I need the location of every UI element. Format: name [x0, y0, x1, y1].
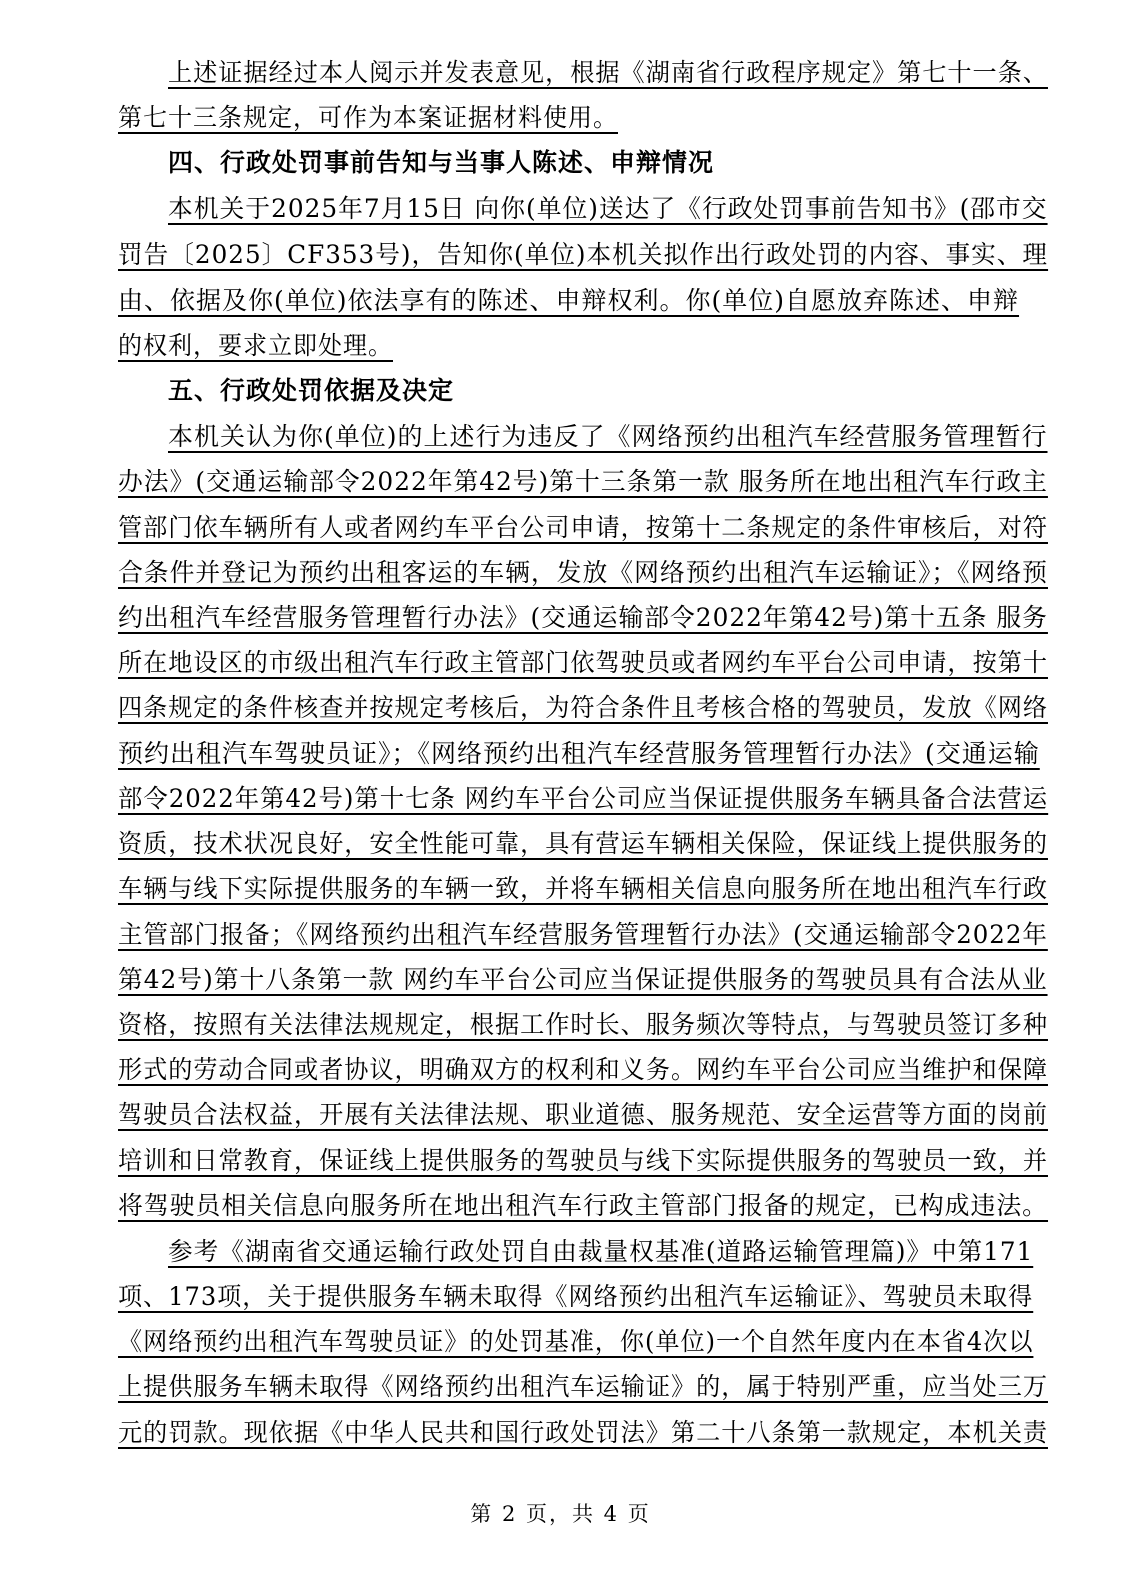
paragraph-line: 驾驶员合法权益，开展有关法律法规、职业道德、服务规范、安全运营等方面的岗前: [118, 1100, 1048, 1129]
paragraph-line: 合条件并登记为预约出租客运的车辆，发放《网络预约出租汽车运输证》；《网络预: [118, 558, 1048, 587]
paragraph-line: 第七十三条规定，可作为本案证据材料使用。: [118, 103, 618, 132]
paragraph-line: 主管部门报备；《网络预约出租汽车经营服务管理暂行办法》(交通运输部令2022年: [118, 920, 1048, 949]
paragraph-line: 项、173项，关于提供服务车辆未取得《网络预约出租汽车运输证》、驾驶员未取得: [118, 1282, 1034, 1311]
paragraph-line: 本机关于2025年7月15日 向你(单位)送达了《行政处罚事前告知书》(邵市交: [168, 194, 1048, 223]
paragraph-line: 培训和日常教育，保证线上提供服务的驾驶员与线下实际提供服务的驾驶员一致，并: [118, 1146, 1048, 1175]
paragraph-line: 部令2022年第42号)第十七条 网约车平台公司应当保证提供服务车辆具备合法营运: [118, 784, 1049, 813]
paragraph-line: 车辆与线下实际提供服务的车辆一致，并将车辆相关信息向服务所在地出租汽车行政: [118, 874, 1048, 903]
paragraph-line: 《网络预约出租汽车驾驶员证》的处罚基准，你(单位)一个自然年度内在本省4次以: [118, 1327, 1034, 1356]
paragraph-line: 四条规定的条件核查并按规定考核后，为符合条件且考核合格的驾驶员，发放《网络: [118, 693, 1048, 722]
paragraph-line: 所在地设区的市级出租汽车行政主管部门依驾驶员或者网约车平台公司申请，按第十: [118, 648, 1048, 677]
paragraph-line: 办法》(交通运输部令2022年第42号)第十三条第一款 服务所在地出租汽车行政主: [118, 467, 1048, 496]
paragraph-line: 的权利，要求立即处理。: [118, 331, 394, 360]
paragraph-line: 参考《湖南省交通运输行政处罚自由裁量权基准(道路运输管理篇)》中第171: [168, 1237, 1034, 1266]
paragraph-line: 资格，按照有关法律法规规定，根据工作时长、服务频次等特点，与驾驶员签订多种: [118, 1010, 1048, 1039]
paragraph-line: 将驾驶员相关信息向服务所在地出租汽车行政主管部门报备的规定，已构成违法。: [118, 1191, 1049, 1220]
paragraph-line: 罚告〔2025〕CF353号)，告知你(单位)本机关拟作出行政处罚的内容、事实、理: [118, 240, 1049, 269]
paragraph-line: 预约出租汽车驾驶员证》；《网络预约出租汽车经营服务管理暂行办法》(交通运输: [118, 739, 1040, 768]
paragraph-line: 上述证据经过本人阅示并发表意见，根据《湖南省行政程序规定》第七十一条、: [168, 58, 1048, 87]
paragraph-line: 约出租汽车经营服务管理暂行办法》(交通运输部令2022年第42号)第十五条 服务: [118, 603, 1048, 632]
paragraph-line: 元的罚款。现依据《中华人民共和国行政处罚法》第二十八条第一款规定，本机关责: [118, 1418, 1048, 1447]
paragraph-line: 上提供服务车辆未取得《网络预约出租汽车运输证》的，属于特别严重，应当处三万: [118, 1372, 1048, 1401]
section-heading: 五、行政处罚依据及决定: [168, 376, 455, 405]
page-number: 第 2 页，共 4 页: [470, 1502, 651, 1526]
paragraph-line: 由、依据及你(单位)依法享有的陈述、申辩权利。你(单位)自愿放弃陈述、申辩: [118, 286, 1020, 315]
paragraph-line: 资质，技术状况良好，安全性能可靠，具有营运车辆相关保险，保证线上提供服务的: [118, 829, 1048, 858]
paragraph-line: 本机关认为你(单位)的上述行为违反了《网络预约出租汽车经营服务管理暂行: [168, 422, 1048, 451]
section-heading: 四、行政处罚事前告知与当事人陈述、申辩情况: [168, 148, 715, 177]
paragraph-line: 管部门依车辆所有人或者网约车平台公司申请，按第十二条规定的条件审核后，对符: [118, 513, 1048, 542]
paragraph-line: 形式的劳动合同或者协议，明确双方的权利和义务。网约车平台公司应当维护和保障: [118, 1055, 1048, 1084]
paragraph-line: 第42号)第十八条第一款 网约车平台公司应当保证提供服务的驾驶员具有合法从业: [118, 965, 1048, 994]
